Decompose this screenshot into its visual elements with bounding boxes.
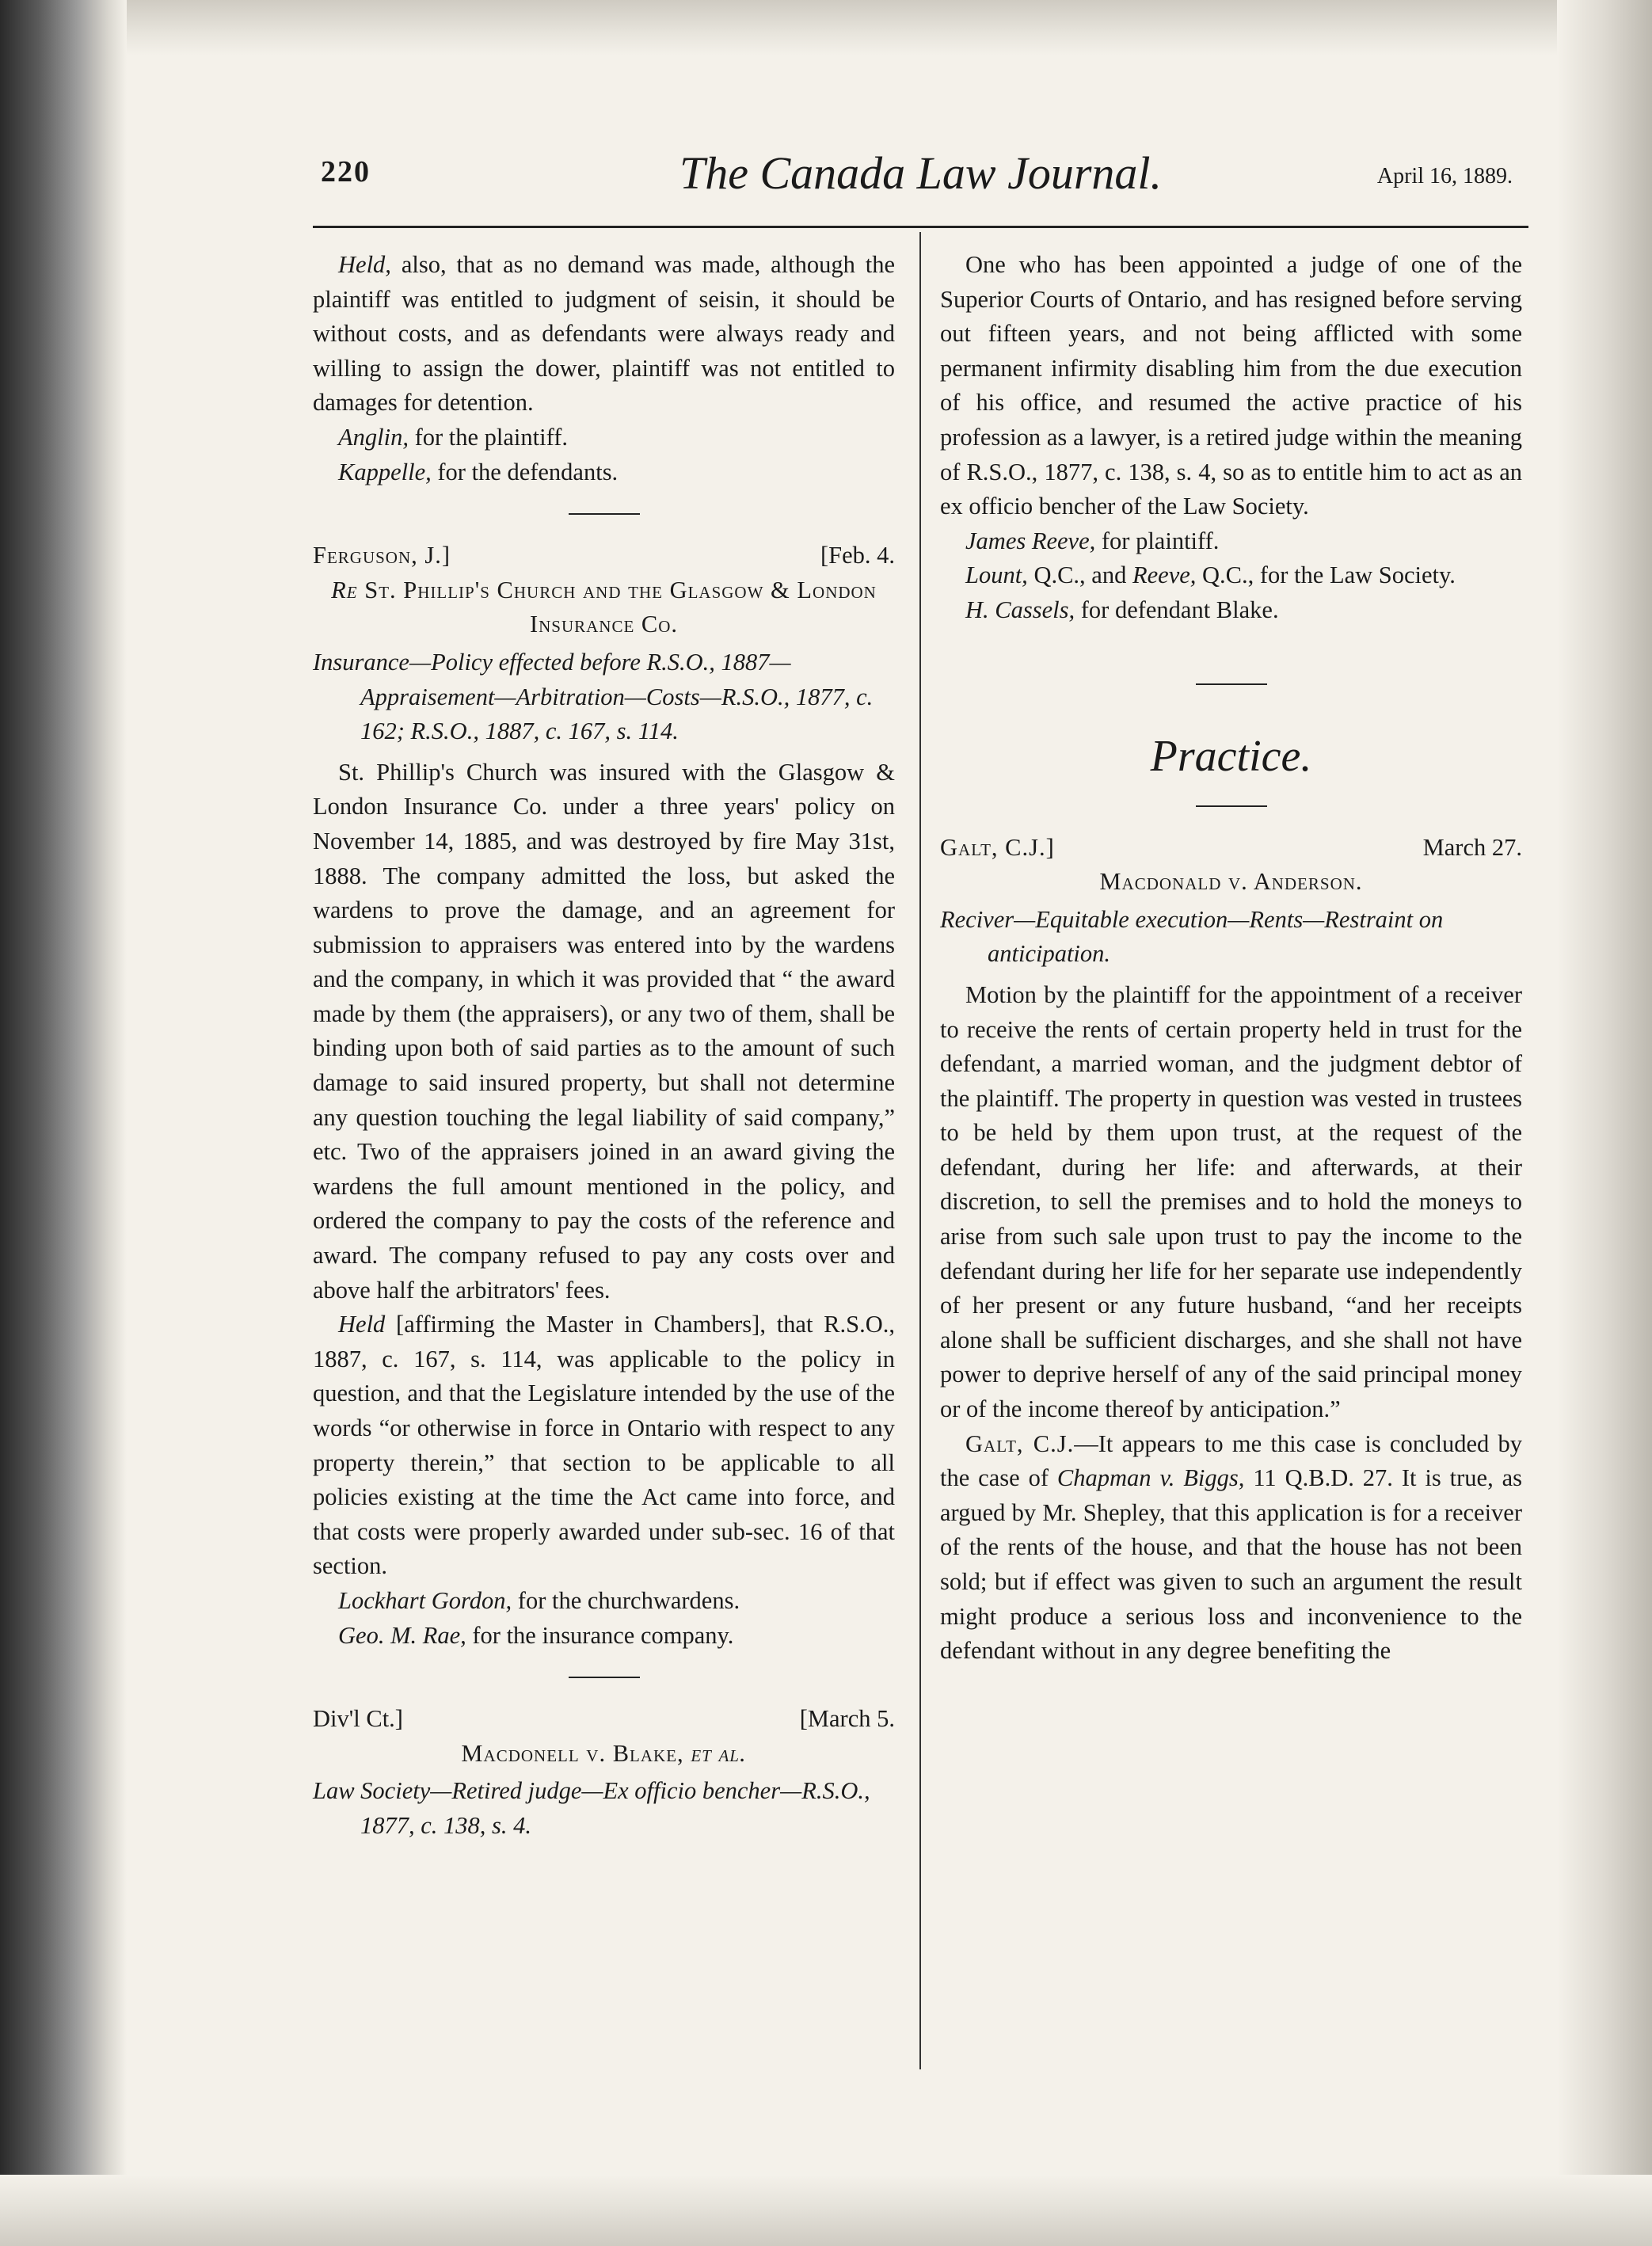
case-date: [March 5. bbox=[799, 1705, 895, 1733]
case-headnote: Insurance—Policy effected before R.S.O., 1887—Appraisement—Arbitration—Costs—R.S.O., 1877, c. 162; R.S.O., 1887, c. 167, s. 114. bbox=[313, 648, 874, 745]
case-body: St. Phillip's Church was insured with the Glasgow & London Insurance Co. under a three years' policy on November 14, 1885, and was destroyed by fire May 31st, 1888. The company admitted the loss, but asked the wardens to prove the damage, and an agreement for submission to appraisers was entered into by the wardens and the company, in which it was provided that “ the award made by them (the appraisers), or any two of them, shall be binding upon both of said parties as to the amount of such damage to said insured property, but shall not determine any question touching the legal liability of said company,” etc. Two of the appraisers joined in an award giving the wardens the full amount mentioned in the policy, and ordered the company to pay the costs of the reference and award. The company refused to pay any costs over and above half the arbitrators' fees. bbox=[313, 758, 895, 1304]
counsel-name: James Reeve, bbox=[965, 527, 1096, 554]
held-label: Held bbox=[338, 1311, 386, 1338]
counsel-name: H. Cassels, bbox=[965, 596, 1075, 623]
counsel-line bbox=[313, 1619, 895, 1654]
section-separator bbox=[569, 1677, 640, 1678]
counsel-name: Lount, bbox=[965, 562, 1028, 589]
counsel-role: for the insurance company. bbox=[472, 1621, 734, 1649]
counsel-name: Anglin, bbox=[338, 423, 409, 451]
case-header bbox=[313, 539, 895, 573]
section-title: Practice. bbox=[1150, 731, 1312, 781]
counsel-name: Kappelle, bbox=[338, 458, 432, 485]
counsel-role: for the defendants. bbox=[437, 458, 619, 485]
running-head bbox=[313, 147, 1528, 218]
case-title-prefix: Re bbox=[331, 576, 358, 603]
counsel-role: for defendant Blake. bbox=[1080, 596, 1279, 623]
counsel-role: Q.C., for the Law Society. bbox=[1202, 562, 1456, 589]
case-date: March 27. bbox=[1422, 833, 1522, 861]
issue-date: April 16, 1889. bbox=[1376, 164, 1513, 188]
case-header bbox=[940, 831, 1522, 866]
case-body: Motion by the plaintiff for the appointment of a receiver to receive the rents of certain property held in trust for the defendant, a married woman, and the judgment debtor of the plaintiff. The property in question was vested in trustees to be held by them upon trust, at the request of the defendant, during her life: and afterwards, at their discretion, to sell the premises and to hold the moneys to arise from such sale upon trust to pay the income to the defendant during her life for her separate use independently of her present or any future husband, “and her receipts alone shall be sufficient discharges, and she shall not have power to deprive herself of any of the said principal money or of the income thereof by anticipation.” bbox=[940, 980, 1522, 1423]
held-text: [affirming the Master in Chambers], that R.S.O., 1887, c. 167, s. 114, was applicable to the policy in question, and that the Legislature intended by the use of the words “or otherwise in force in Ontario with respect to any property therein,” that section to be applicable to all policies existing at the time the Act came into force, and that costs were properly awarded under sub-sec. 16 of that section. bbox=[313, 1311, 896, 1580]
counsel-name: Geo. M. Rae, bbox=[338, 1621, 466, 1649]
scan-edge-bottom bbox=[0, 2175, 1652, 2246]
case-judge: Galt, C.J.] bbox=[940, 833, 1055, 861]
book-binding-shadow bbox=[0, 0, 127, 2246]
held-paragraph bbox=[313, 248, 895, 421]
judgment-judge: Galt, C.J. bbox=[965, 1429, 1075, 1457]
counsel-line bbox=[313, 1584, 895, 1619]
case-title bbox=[313, 1737, 895, 1772]
counsel-role: for plaintiff. bbox=[1101, 527, 1220, 554]
left-column bbox=[313, 248, 895, 1850]
counsel-line bbox=[940, 524, 1522, 559]
case-title-text: St. Phillip's Church and the Glasgow & London Insurance Co. bbox=[364, 576, 877, 638]
counsel-line bbox=[313, 455, 895, 490]
case-title-suffix: et al. bbox=[691, 1739, 747, 1767]
section-separator bbox=[569, 513, 640, 515]
case-header bbox=[313, 1702, 895, 1737]
case-body: One who has been appointed a judge of one of the Superior Courts of Ontario, and has resigned before serving out fifteen years, and not being afflicted with some permanent infirmity disabling him from the due execution of his office, and resumed the active practice of his profession as a lawyer, is a retired judge within the meaning of R.S.O., 1877, c. 138, s. 4, so as to entitle him to act as an ex officio bencher of the Law Society. bbox=[940, 251, 1522, 520]
case-court: Div'l Ct.] bbox=[313, 1705, 403, 1733]
case-headnote: Law Society—Retired judge—Ex officio bencher—R.S.O., 1877, c. 138, s. 4. bbox=[313, 1777, 870, 1839]
counsel-line bbox=[940, 593, 1522, 628]
scan-edge-right bbox=[1557, 0, 1652, 2246]
held-paragraph bbox=[313, 1308, 895, 1584]
case-title: Macdonald v. Anderson. bbox=[1099, 868, 1363, 896]
counsel-role: for the plaintiff. bbox=[414, 423, 568, 451]
judgment-paragraph bbox=[940, 1427, 1522, 1669]
scan-edge-top bbox=[0, 0, 1652, 55]
judgment-text: —It appears to me this case is concluded by the case of bbox=[940, 1429, 1522, 1492]
case-headnote: Reciver—Equitable execution—Rents—Restraint on anticipation. bbox=[940, 905, 1444, 968]
journal-page bbox=[313, 147, 1528, 2174]
counsel-role: Q.C., and bbox=[1033, 562, 1127, 589]
case-title bbox=[313, 573, 895, 642]
journal-title: The Canada Law Journal. bbox=[679, 147, 1163, 199]
held-label: Held, bbox=[338, 251, 391, 278]
case-date: [Feb. 4. bbox=[820, 542, 895, 569]
counsel-name: Lockhart Gordon, bbox=[338, 1586, 512, 1614]
cited-case: Chapman v. Biggs, bbox=[1056, 1464, 1245, 1492]
column-rule bbox=[919, 232, 921, 2069]
counsel-line bbox=[940, 558, 1522, 593]
counsel-line bbox=[313, 421, 895, 455]
section-separator bbox=[1196, 805, 1267, 807]
section-separator bbox=[1196, 683, 1267, 685]
counsel-role: for the churchwardens. bbox=[517, 1586, 740, 1614]
case-judge: Ferguson, J.] bbox=[313, 542, 451, 569]
judgment-text: 11 Q.B.D. 27. It is true, as argued by Mr. Shepley, that this application is for a receiver of the rents of the house, and that the house has not been sold; but if effect was given to such an argument the result might produce a serious loss and inconvenience to the defendant without in any degree benefiting the bbox=[940, 1464, 1523, 1665]
right-column bbox=[940, 248, 1522, 1669]
held-text: also, that as no demand was made, although the plaintiff was entitled to judgment of seisin, it should be without costs, and as defendants were always ready and willing to assign the dower, plaintiff was not entitled to damages for detention. bbox=[313, 251, 895, 417]
counsel-name: Reeve, bbox=[1132, 562, 1197, 589]
case-title-text: Macdonell v. Blake, bbox=[461, 1739, 684, 1767]
header-rule bbox=[313, 226, 1528, 228]
page-number: 220 bbox=[321, 155, 371, 188]
